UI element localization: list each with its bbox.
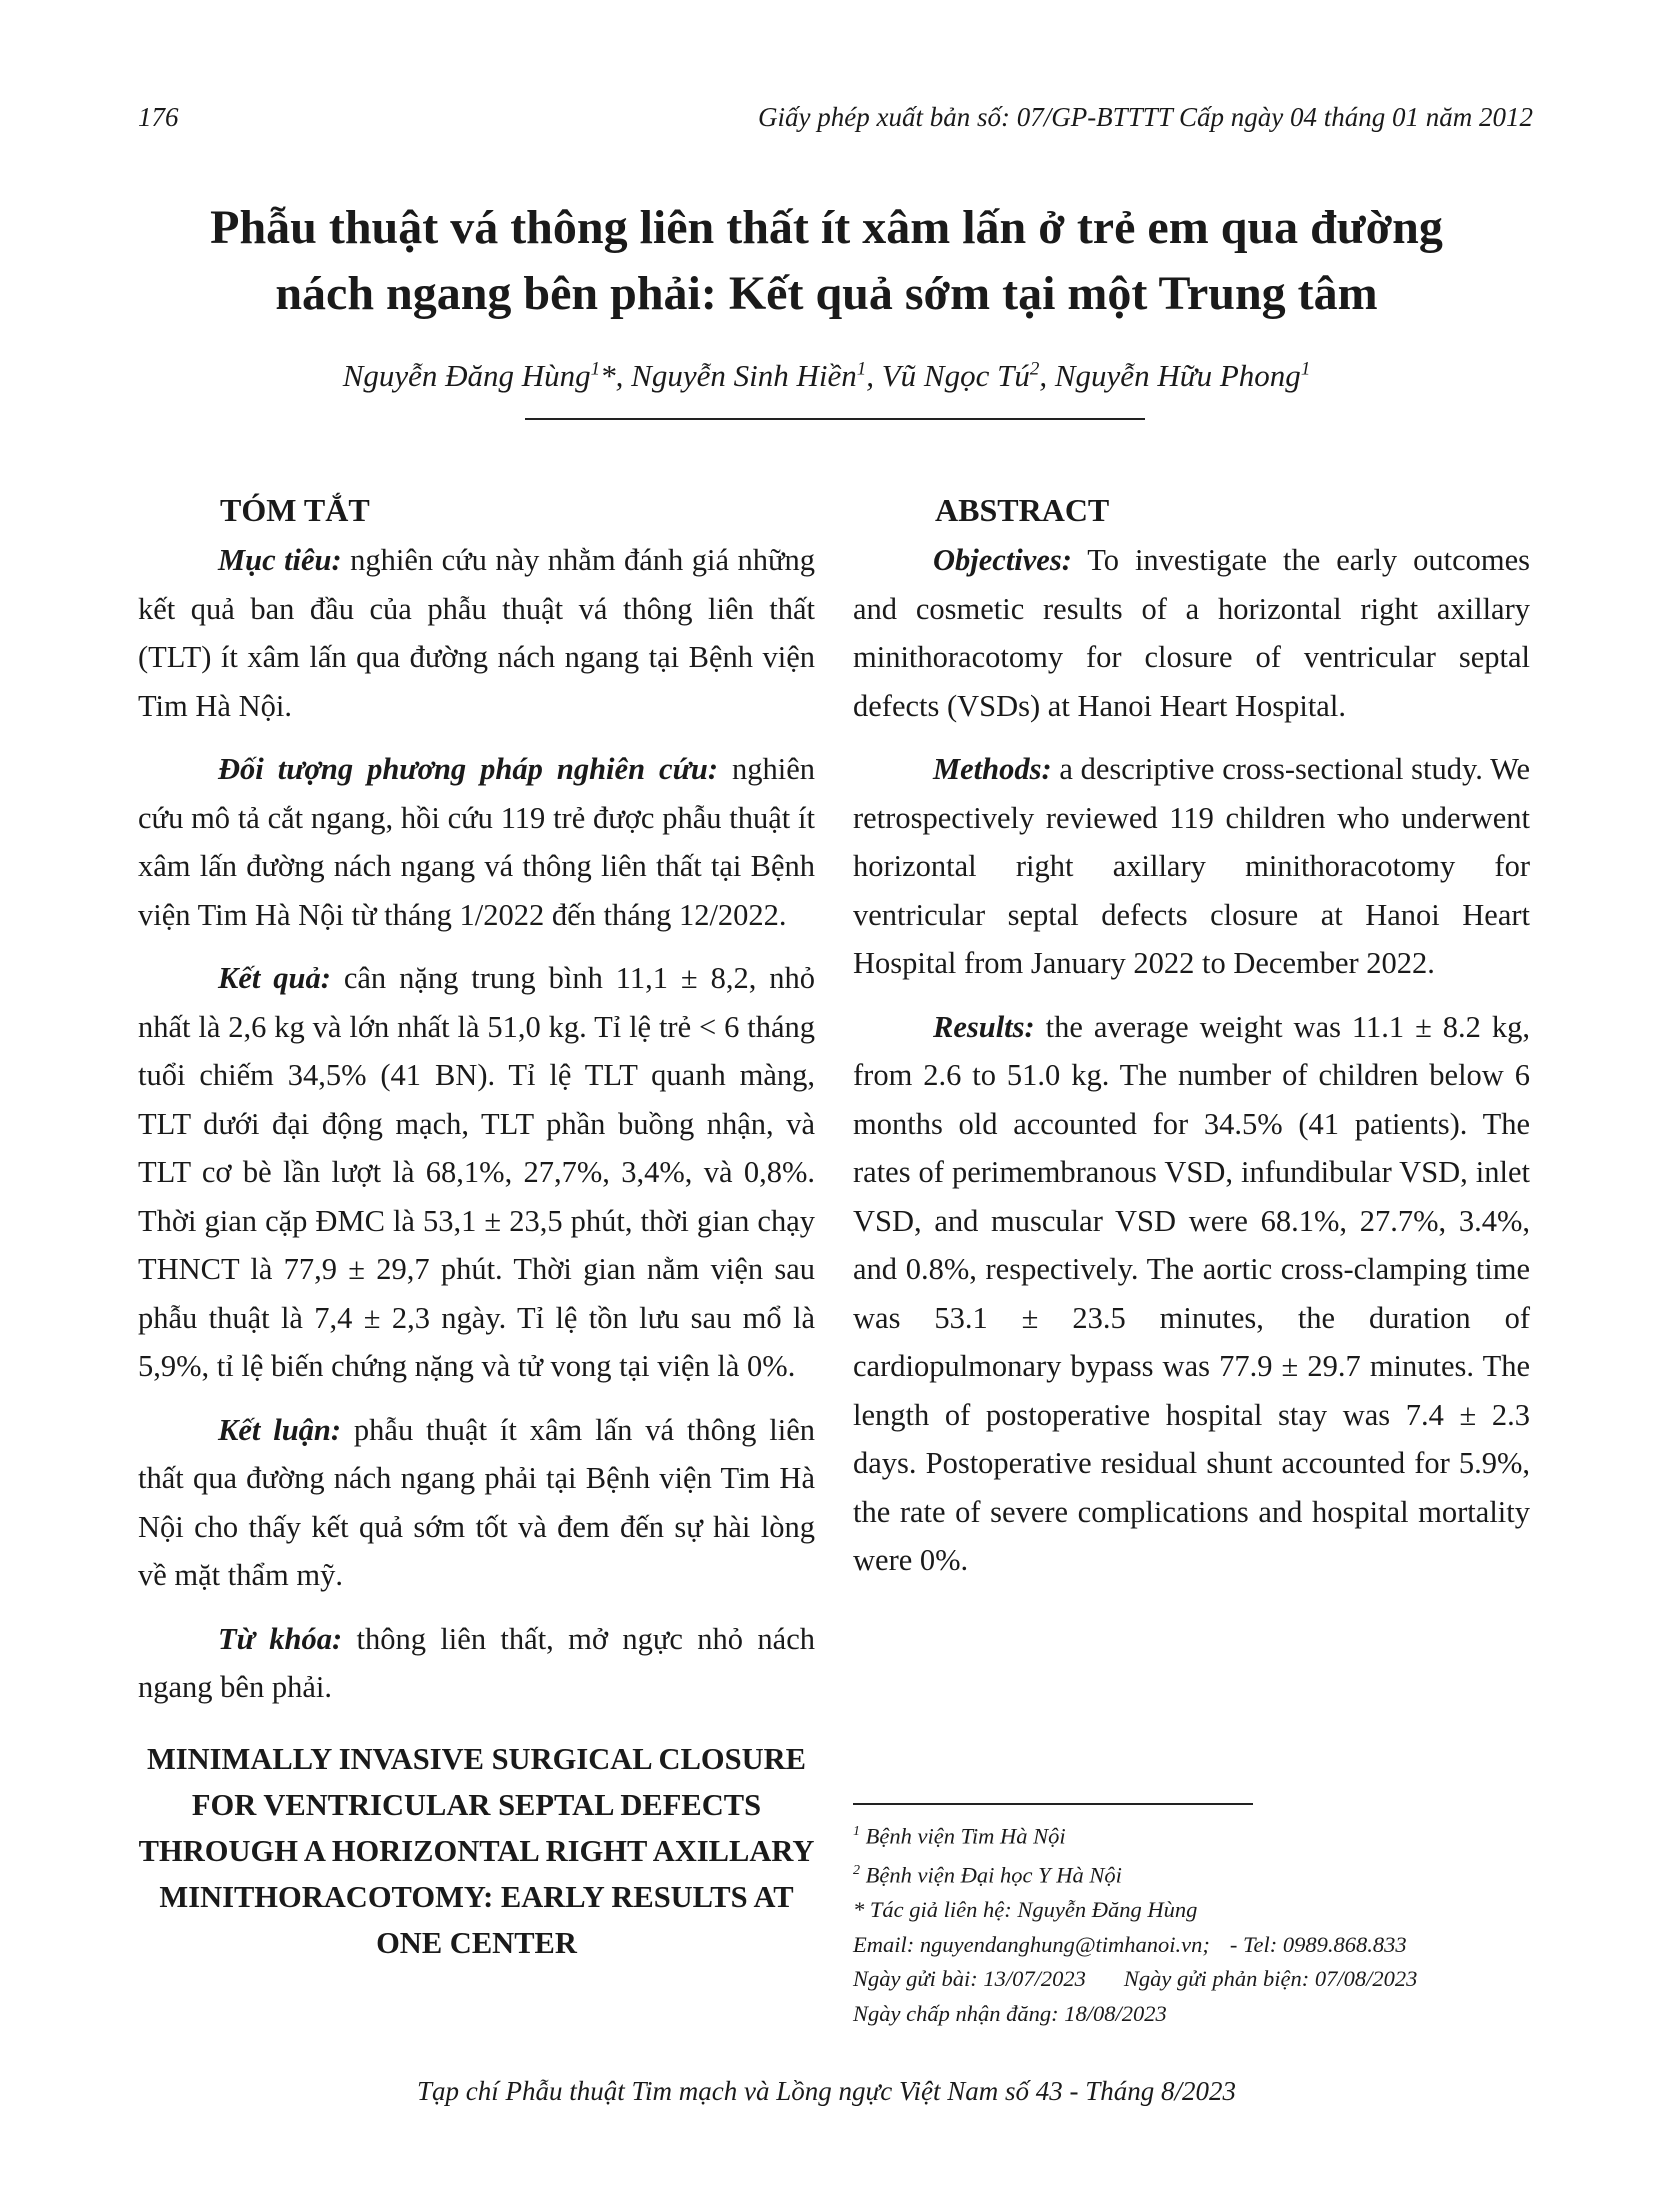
en-objectives-text: To investigate the early outcomes and cosmetic results of a horizontal right axillary minithoracotomy for closure of ventricular septal defects (VSDs) at Hanoi Heart Hospital. <box>853 543 1530 723</box>
vi-objective-label: Mục tiêu: <box>218 543 342 577</box>
english-title: MINIMALLY INVASIVE SURGICAL CLOSURE FOR VENTRICULAR SEPTAL DEFECTS THROUGH A HORIZONTAL RIGHT AXILLARY MINITHORACOTOMY: EARLY RESULTS AT ONE CENTER <box>138 1741 815 1960</box>
corresponding-marker: * <box>600 358 616 393</box>
affiliation-2 <box>853 1854 1533 1893</box>
en-methods-label: Methods: <box>933 752 1052 786</box>
article-title <box>120 195 1533 327</box>
affiliation-marker: 1 <box>590 358 601 380</box>
corresponding-author: * Tác giả liên hệ: Nguyễn Đăng Hùng <box>853 1897 1198 1922</box>
author-separator: , <box>1039 358 1055 393</box>
vi-methods-paragraph <box>138 745 815 939</box>
affiliation-1 <box>853 1815 1533 1854</box>
vi-results-text: cân nặng trung bình 11,1 ± 8,2, nhỏ nhất là 2,6 kg và lớn nhất là 51,0 kg. Tỉ lệ trẻ < 6 tháng tuổi chiếm 34,5% (41 BN). Tỉ lệ TLT quanh màng, TLT dưới đại động mạch, TLT phần buồng nhận, và TLT cơ bè lần lượt là 68,1%, 27,7%, 3,4%, và 0,8%. Thời gian cặp ĐMC là 53,1 ± 23,5 phút, thời gian chạy THNCT là 77,9 ± 29,7 phút. Thời gian nằm viện sau phẫu thuật là 7,4 ± 2,3 ngày. Tỉ lệ tồn lưu sau mổ là 5,9%, tỉ lệ biến chứng nặng và tử vong tại viện là 0%. <box>138 961 815 1383</box>
page-number: 176 <box>138 102 179 132</box>
accepted-date: Ngày chấp nhận đăng: 18/08/2023 <box>853 2000 1167 2026</box>
author-separator: , <box>615 358 632 393</box>
footnote-divider <box>853 1803 1253 1805</box>
license-header: Giấy phép xuất bản số: 07/GP-BTTTT Cấp ngày 04 tháng 01 năm 2012 <box>758 102 1533 132</box>
affiliation-2-text: Bệnh viện Đại học Y Hà Nội <box>860 1862 1122 1888</box>
en-results-text: the average weight was 11.1 ± 8.2 kg, from 2.6 to 51.0 kg. The number of children below 6 months old accounted for 34.5% (41 patients). The rates of perimembranous VSD, infundibular VSD, inlet VSD, and muscular VSD were 68.1%, 27.7%, 3.4%, and 0.8%, respectively. The aortic cross-clamping time was 53.1 ± 23.5 minutes, the duration of cardiopulmonary bypass was 77.9 ± 29.7 minutes. The length of postoperative hospital stay was 7.4 ± 2.3 days. Postoperative residual shunt accounted for 5.9%, the rate of severe complications and hospital mortality were 0%. <box>853 1009 1530 1577</box>
title-line-2: nách ngang bên phải: Kết quả sớm tại một Trung tâm <box>275 267 1378 320</box>
vi-keywords-paragraph <box>138 1615 815 1712</box>
vi-methods-text: nghiên cứu mô tả cắt ngang, hồi cứu 119 trẻ được phẫu thuật ít xâm lấn đường nách ngang vá thông liên thất tại Bệnh viện Tim Hà Nội từ tháng 1/2022 đến tháng 12/2022. <box>138 752 816 932</box>
en-results-paragraph <box>853 1003 1530 1585</box>
author-list <box>120 358 1533 394</box>
vi-objective-text: nghiên cứu này nhằm đánh giá những kết quả ban đầu của phẫu thuật vá thông liên thất (TLT) ít xâm lấn qua đường nách ngang tại Bệnh viện Tim Hà Nội. <box>138 543 815 723</box>
author-divider <box>525 418 1145 420</box>
reviewed-date: Ngày gửi phản biện: 07/08/2023 <box>1123 1966 1418 1991</box>
footnotes <box>853 1815 1533 2031</box>
english-abstract <box>853 488 1530 1600</box>
vi-methods-label: Đối tượng phương pháp nghiên cứu: <box>218 752 718 786</box>
vietnamese-abstract <box>138 488 815 1966</box>
phone-text: - Tel: 0989.868.833 <box>1229 1931 1407 1957</box>
affiliation-1-text: Bệnh viện Tim Hà Nội <box>860 1823 1066 1849</box>
affiliation-marker: 2 <box>1029 358 1040 380</box>
vi-abstract-heading: TÓM TẮT <box>220 492 370 528</box>
author-name: Vũ Ngọc Tú <box>881 358 1030 393</box>
en-objectives-label: Objectives: <box>933 543 1072 577</box>
affiliation-2-marker: 2 <box>853 1863 860 1878</box>
vi-results-label: Kết quả: <box>218 961 331 995</box>
affiliation-marker: 1 <box>1300 358 1311 380</box>
author-name: Nguyễn Hữu Phong <box>1054 358 1301 393</box>
vi-conclusion-label: Kết luận: <box>218 1412 342 1447</box>
vi-results-paragraph <box>138 954 815 1391</box>
vi-keywords-label: Từ khóa: <box>218 1621 343 1656</box>
submitted-date: Ngày gửi bài: 13/07/2023 <box>853 1966 1086 1991</box>
vi-conclusion-paragraph <box>138 1406 815 1600</box>
vi-objective-paragraph <box>138 536 815 730</box>
contact-line <box>853 1928 1533 1963</box>
vi-keywords-text: thông liên thất, mở ngực nhỏ nách ngang bên phải. <box>138 1621 815 1704</box>
author-name: Nguyễn Sinh Hiền <box>631 358 857 393</box>
dates-line <box>853 1962 1533 1997</box>
en-methods-text: a descriptive cross-sectional study. We retrospectively reviewed 119 children who underwent horizontal right axillary minithoracotomy for ventricular septal defects closure at Hanoi Heart Hospital from January 2022 to December 2022. <box>853 752 1530 980</box>
en-methods-paragraph <box>853 745 1530 988</box>
affiliation-1-marker: 1 <box>853 1824 860 1839</box>
journal-footer: Tạp chí Phẫu thuật Tim mạch và Lồng ngực Việt Nam số 43 - Tháng 8/2023 <box>417 2076 1236 2106</box>
author-name: Nguyễn Đăng Hùng <box>342 358 591 393</box>
affiliation-marker: 1 <box>856 358 867 380</box>
en-objectives-paragraph <box>853 536 1530 730</box>
title-line-1: Phẫu thuật vá thông liên thất ít xâm lấn ở trẻ em qua đường <box>210 201 1443 254</box>
email-text: Email: nguyendanghung@timhanoi.vn; <box>853 1931 1210 1957</box>
author-separator: , <box>866 358 882 393</box>
en-abstract-heading: ABSTRACT <box>935 492 1110 528</box>
vi-conclusion-text: phẫu thuật ít xâm lấn vá thông liên thất qua đường nách ngang phải tại Bệnh viện Tim Hà Nội cho thấy kết quả sớm tốt và đem đến sự hài lòng về mặt thẩm mỹ. <box>138 1412 815 1592</box>
en-results-label: Results: <box>933 1009 1035 1044</box>
